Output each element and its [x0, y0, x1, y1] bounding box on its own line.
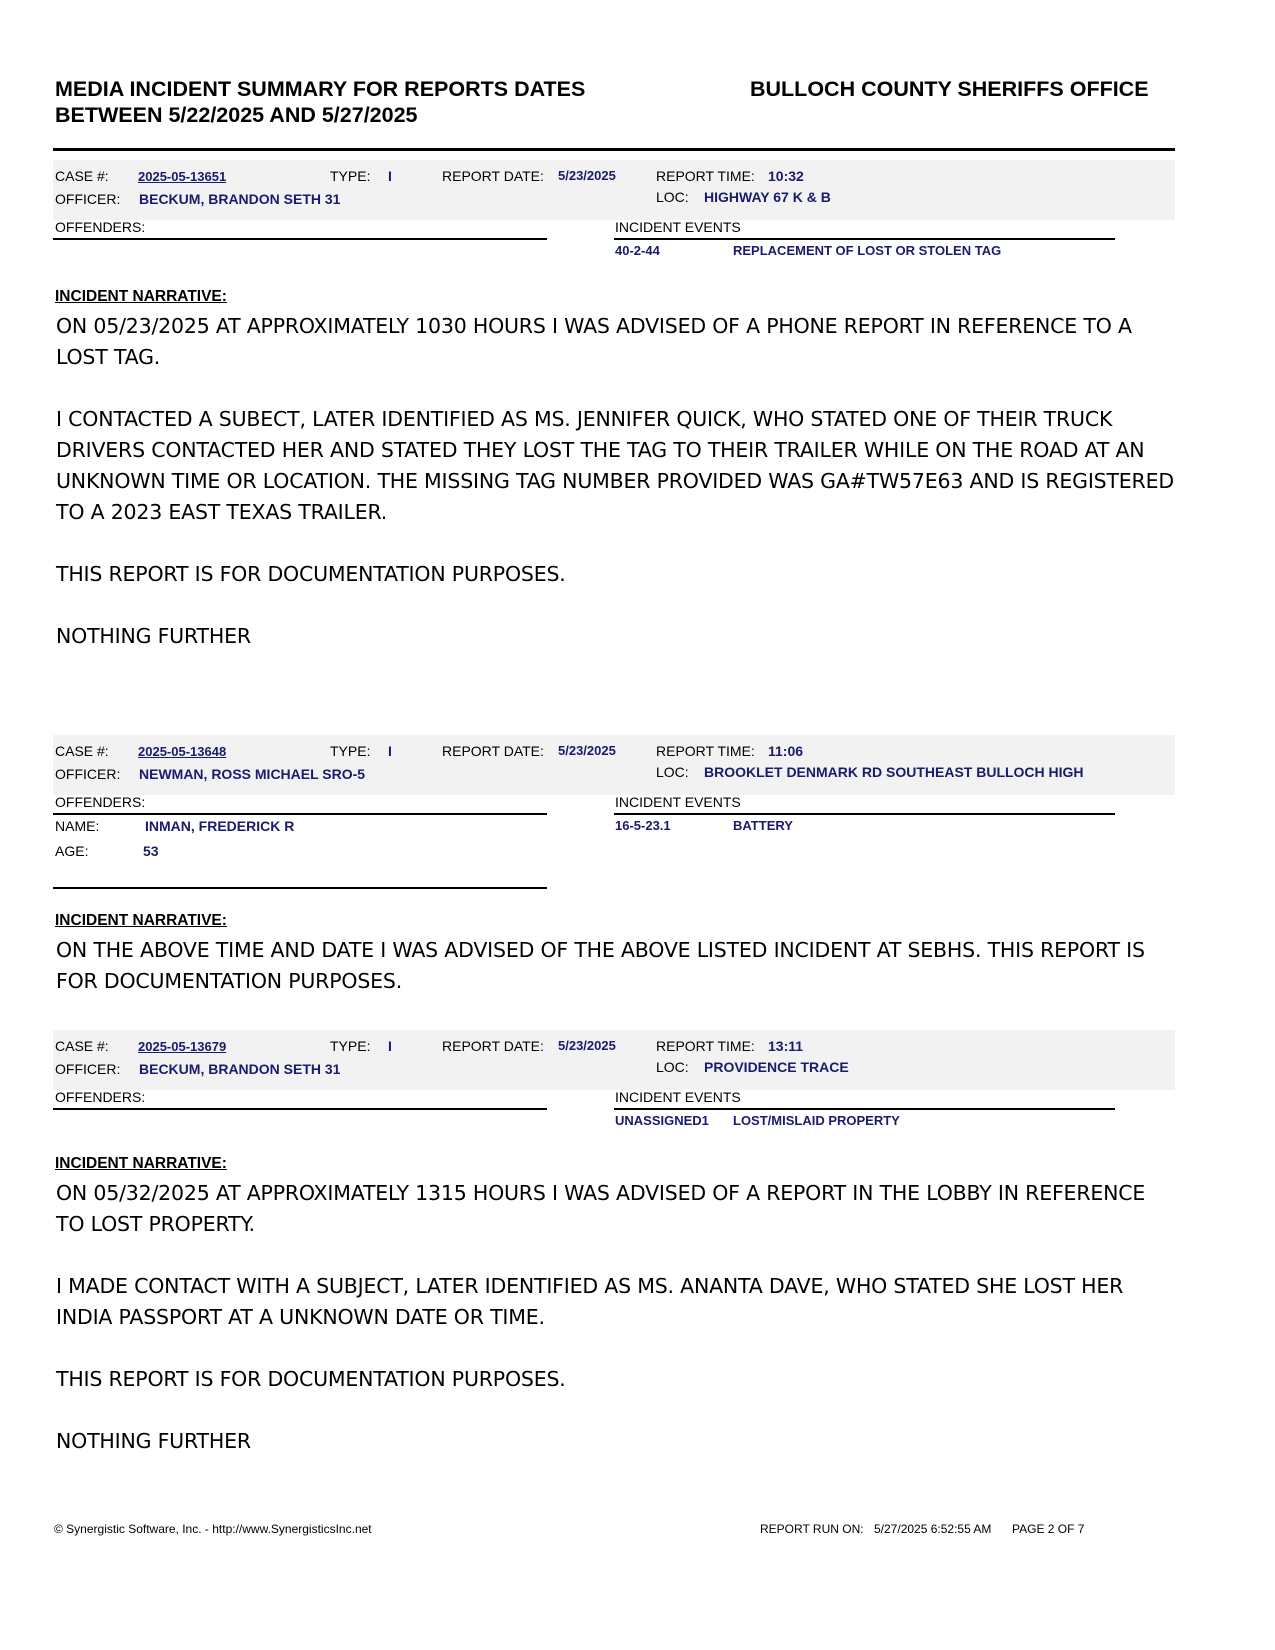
case-2-offender-age: 53 [143, 843, 159, 859]
case-2-type-label: TYPE: [330, 743, 371, 759]
report-title [55, 76, 585, 128]
case-1-narrative-p3: THIS REPORT IS FOR DOCUMENTATION PURPOSES. [56, 562, 566, 586]
case-3-case-number-link[interactable]: 2025-05-13679 [138, 1039, 227, 1054]
case-1-narrative-p4: NOTHING FURTHER [56, 624, 251, 648]
case-3-type-label: TYPE: [330, 1038, 371, 1054]
case-2-event-desc: BATTERY [733, 818, 793, 833]
case-1-loc-value: HIGHWAY 67 K & B [704, 189, 831, 205]
case-3-narrative-p2: I MADE CONTACT WITH A SUBJECT, LATER IDENTIFIED AS MS. ANANTA DAVE, WHO STATED SHE LOST HER INDIA PASSPORT AT A UNKNOWN DATE OR TIME. [56, 1274, 1124, 1329]
case-3-case-label: CASE #: [55, 1038, 109, 1054]
case-2-offender-name: INMAN, FREDERICK R [145, 818, 295, 834]
case-3-event-code: UNASSIGNED1 [615, 1113, 709, 1128]
case-2-report-date-value: 5/23/2025 [558, 743, 616, 758]
case-3-report-date-label: REPORT DATE: [442, 1038, 544, 1054]
case-1-narrative [56, 311, 1176, 652]
footer-report-run-label: REPORT RUN ON: [760, 1522, 864, 1536]
case-1-officer-value: BECKUM, BRANDON SETH 31 [139, 191, 341, 207]
case-1-case-number-link[interactable]: 2025-05-13651 [138, 169, 227, 184]
case-2-loc-value: BROOKLET DENMARK RD SOUTHEAST BULLOCH HIGH [704, 764, 1084, 780]
case-1-events-rule [614, 238, 1115, 240]
case-1-narrative-heading: INCIDENT NARRATIVE: [55, 288, 227, 305]
case-3-incident-events-label: INCIDENT EVENTS [615, 1089, 741, 1105]
case-2-offenders-label: OFFENDERS: [55, 794, 146, 810]
footer-report-run-value: 5/27/2025 6:52:55 AM [874, 1522, 992, 1536]
case-1-case-label: CASE #: [55, 168, 109, 184]
case-2-officer-label: OFFICER: [55, 766, 121, 782]
case-3-event-desc: LOST/MISLAID PROPERTY [733, 1113, 900, 1128]
case-2-narrative-heading: INCIDENT NARRATIVE: [55, 912, 227, 929]
case-1-report-date-label: REPORT DATE: [442, 168, 544, 184]
case-2-event-code: 16-5-23.1 [615, 818, 671, 833]
case-1-report-date-value: 5/23/2025 [558, 168, 616, 183]
case-1-type-value: I [388, 168, 392, 184]
case-1-narrative-p1: ON 05/23/2025 AT APPROXIMATELY 1030 HOURS I WAS ADVISED OF A PHONE REPORT IN REFERENCE TO A LOST TAG. [56, 314, 1132, 369]
case-1-loc-label: LOC: [656, 189, 689, 205]
case-3-narrative-p1: ON 05/32/2025 AT APPROXIMATELY 1315 HOURS I WAS ADVISED OF A REPORT IN THE LOBBY IN REFERENCE TO LOST PROPERTY. [56, 1181, 1146, 1236]
case-3-narrative-p3: THIS REPORT IS FOR DOCUMENTATION PURPOSES. [56, 1367, 566, 1391]
case-2-loc-label: LOC: [656, 764, 689, 780]
case-1-report-time-value: 10:32 [768, 168, 804, 184]
case-3-type-value: I [388, 1038, 392, 1054]
case-1-offenders-label: OFFENDERS: [55, 219, 146, 235]
case-2-age-label: AGE: [55, 843, 89, 859]
case-2-type-value: I [388, 743, 392, 759]
case-3-events-rule [614, 1108, 1115, 1110]
case-2-narrative [56, 935, 1176, 997]
case-1-officer-label: OFFICER: [55, 191, 121, 207]
case-1-event-code: 40-2-44 [615, 243, 660, 258]
case-1-type-label: TYPE: [330, 168, 371, 184]
case-2-incident-events-label: INCIDENT EVENTS [615, 794, 741, 810]
case-3-narrative-heading: INCIDENT NARRATIVE: [55, 1155, 227, 1172]
case-3-loc-label: LOC: [656, 1059, 689, 1075]
case-2-case-number-link[interactable]: 2025-05-13648 [138, 744, 227, 759]
report-title-line2: BETWEEN 5/22/2025 AND 5/27/2025 [55, 103, 418, 127]
case-2-offenders-rule [53, 813, 547, 815]
case-3-narrative [56, 1178, 1176, 1457]
case-2-events-rule [614, 813, 1115, 815]
case-2-officer-value: NEWMAN, ROSS MICHAEL SRO-5 [139, 766, 366, 782]
case-3-report-time-value: 13:11 [768, 1038, 804, 1054]
case-3-offenders-rule [53, 1108, 547, 1110]
case-1-incident-events-label: INCIDENT EVENTS [615, 219, 741, 235]
case-3-report-date-value: 5/23/2025 [558, 1038, 616, 1053]
header-divider [53, 148, 1175, 151]
case-1-offenders-rule [53, 238, 547, 240]
case-3-officer-value: BECKUM, BRANDON SETH 31 [139, 1061, 341, 1077]
report-title-line1: MEDIA INCIDENT SUMMARY FOR REPORTS DATES [55, 77, 586, 101]
case-1-report-time-label: REPORT TIME: [656, 168, 755, 184]
case-1-event-desc: REPLACEMENT OF LOST OR STOLEN TAG [733, 243, 1002, 258]
case-1-narrative-p2: I CONTACTED A SUBECT, LATER IDENTIFIED AS MS. JENNIFER QUICK, WHO STATED ONE OF THEIR TRUCK DRIVERS CONTACTED HER AND STATED THEY LOST THE TAG TO THEIR TRAILER WHILE ON THE ROAD AT AN UNKNOWN TIME OR LOCATION. THE MISSING TAG NUMBER PROVIDED WAS GA#TW57E63 AND IS REGISTERED TO A 2023 EAST TEXAS TRAILER. [56, 407, 1174, 524]
case-2-case-label: CASE #: [55, 743, 109, 759]
case-3-report-time-label: REPORT TIME: [656, 1038, 755, 1054]
case-3-officer-label: OFFICER: [55, 1061, 121, 1077]
case-2-report-time-label: REPORT TIME: [656, 743, 755, 759]
case-2-report-time-value: 11:06 [768, 743, 804, 759]
case-3-loc-value: PROVIDENCE TRACE [704, 1059, 849, 1075]
case-2-report-date-label: REPORT DATE: [442, 743, 544, 759]
footer-page-number: PAGE 2 OF 7 [1012, 1522, 1085, 1536]
case-2-offenders-bottom-rule [53, 887, 547, 889]
case-2-name-label: NAME: [55, 818, 100, 834]
case-3-narrative-p4: NOTHING FURTHER [56, 1429, 251, 1453]
case-2-narrative-p1: ON THE ABOVE TIME AND DATE I WAS ADVISED OF THE ABOVE LISTED INCIDENT AT SEBHS. THIS REPORT IS FOR DOCUMENTATION PURPOSES. [56, 938, 1145, 993]
agency-name: BULLOCH COUNTY SHERIFFS OFFICE [750, 77, 1149, 101]
case-3-offenders-label: OFFENDERS: [55, 1089, 146, 1105]
footer-copyright: © Synergistic Software, Inc. - http://www.SynergisticsInc.net [54, 1522, 372, 1536]
